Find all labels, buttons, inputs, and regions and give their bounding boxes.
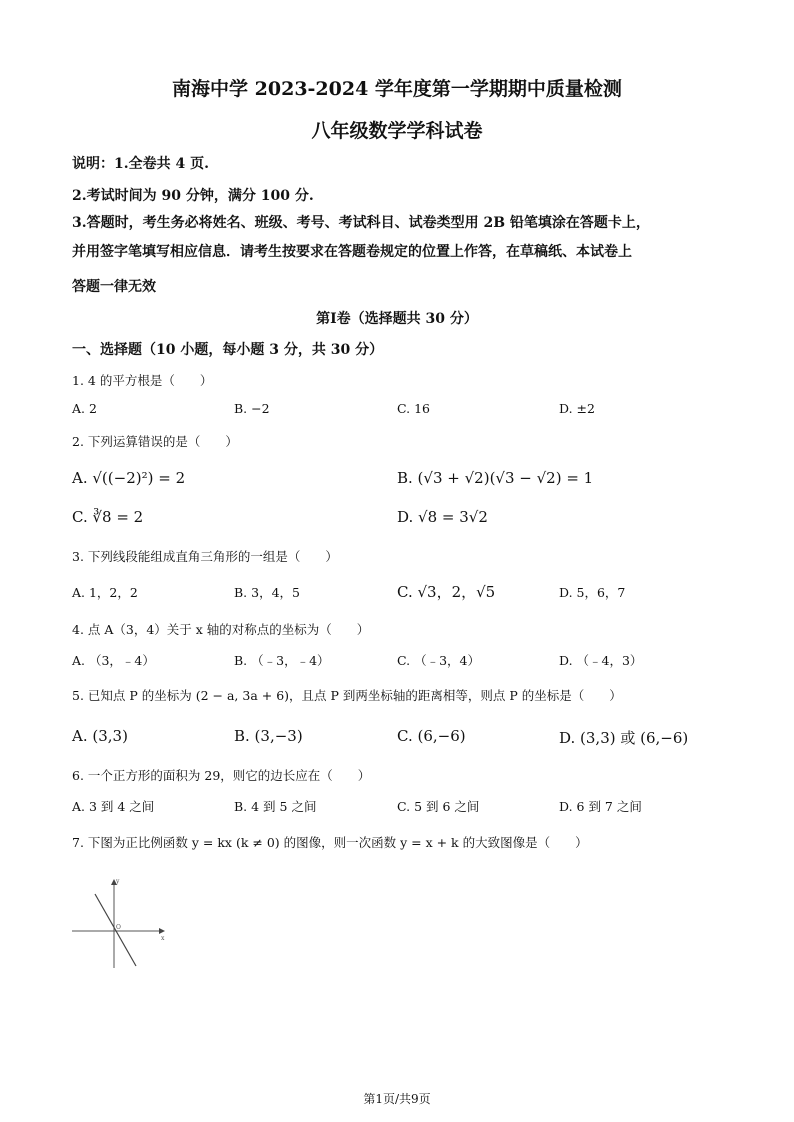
- note-2: 2.考试时间为 90 分钟，满分 100 分.: [72, 188, 314, 204]
- question-3-option-d: D. 5，6，7: [559, 585, 626, 600]
- question-5-stem: 5. 已知点 P 的坐标为 (2 − a, 3a + 6)，且点 P 到两坐标轴的距离相等，则点 P 的坐标是（ ）: [72, 688, 622, 703]
- question-6-stem: 6. 一个正方形的面积为 29，则它的边长应在（ ）: [72, 768, 371, 783]
- question-4-option-c: C. （﹣3，4）: [397, 653, 480, 668]
- question-6-option-a: A. 3 到 4 之间: [72, 799, 155, 814]
- part-heading: 第Ⅰ卷（选择题共 30 分）: [316, 311, 478, 327]
- question-3-option-c: C. √3，2，√5: [397, 583, 496, 601]
- note-1: 说明：1.全卷共 4 页.: [72, 156, 209, 172]
- question-5-option-a: A. (3,3): [72, 727, 128, 745]
- question-5-option-c: C. (6,−6): [397, 727, 466, 745]
- question-1-option-a: A. 2: [72, 401, 97, 416]
- question-5-option-b: B. (3,−3): [234, 727, 303, 745]
- exam-subtitle: 八年级数学学科试卷: [311, 120, 483, 142]
- question-6-option-c: C. 5 到 6 之间: [397, 799, 480, 814]
- question-2-option-d: D. √8 = 3√2: [397, 508, 488, 526]
- question-1-option-d: D. ±2: [559, 401, 595, 416]
- question-1-stem: 1. 4 的平方根是（ ）: [72, 373, 213, 388]
- question-4-stem: 4. 点 A（3，4）关于 x 轴的对称点的坐标为（ ）: [72, 622, 370, 637]
- note-3c: 答题一律无效: [72, 279, 156, 295]
- section-heading: 一、选择题（10 小题，每小题 3 分，共 30 分）: [72, 342, 384, 358]
- question-3-stem: 3. 下列线段能组成直角三角形的一组是（ ）: [72, 549, 338, 564]
- question-4-option-a: A. （3，﹣4）: [72, 653, 155, 668]
- question-1-option-b: B. −2: [234, 401, 270, 416]
- question-7-stem: 7. 下图为正比例函数 y = kx (k ≠ 0) 的图像，则一次函数 y = x + k 的大致图像是（ ）: [72, 835, 588, 850]
- question-2-option-c: C. ∛8 = 2: [72, 508, 144, 526]
- question-1-option-c: C. 16: [397, 401, 430, 416]
- page-footer: 第1页/共9页: [363, 1092, 431, 1106]
- note-3b: 并用签字笔填写相应信息．请考生按要求在答题卷规定的位置上作答，在草稿纸、本试卷上: [72, 244, 632, 260]
- question-3-option-a: A. 1，2，2: [72, 585, 138, 600]
- question-3-option-b: B. 3，4，5: [234, 585, 300, 600]
- exam-title: 南海中学 2023-2024 学年度第一学期期中质量检测: [172, 78, 622, 100]
- y-axis-label: y: [116, 878, 120, 885]
- question-6-option-d: D. 6 到 7 之间: [559, 799, 642, 814]
- question-6-option-b: B. 4 到 5 之间: [234, 799, 317, 814]
- question-5-option-d: D. (3,3) 或 (6,−6): [559, 729, 689, 747]
- question-4-option-b: B. （﹣3，﹣4）: [234, 653, 330, 668]
- question-2-option-b: B. (√3 + √2)(√3 − √2) = 1: [397, 469, 594, 487]
- origin-label: O: [116, 924, 121, 931]
- question-2-stem: 2. 下列运算错误的是（ ）: [72, 434, 238, 449]
- x-axis-label: x: [161, 935, 165, 942]
- proportional-function-graph: [70, 874, 170, 974]
- question-4-option-d: D. （﹣4，3）: [559, 653, 643, 668]
- question-2-option-a: A. √((−2)²) = 2: [72, 469, 186, 487]
- note-3a: 3.答题时，考生务必将姓名、班级、考号、考试科目、试卷类型用 2B 铅笔填涂在答题卡上，: [72, 215, 650, 231]
